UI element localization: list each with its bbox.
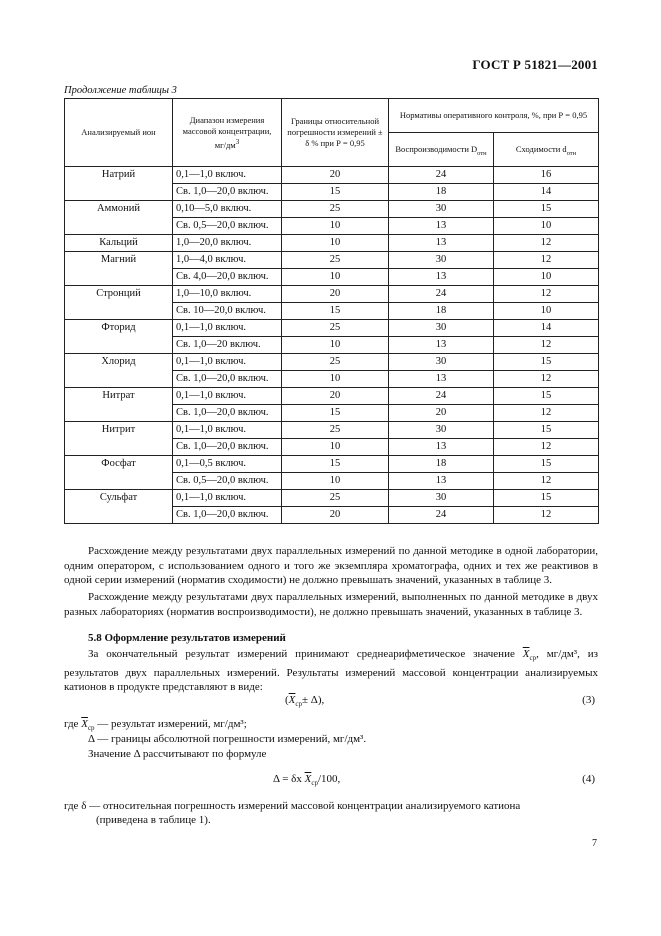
delta-cell: 25: [282, 422, 389, 439]
range-cell: 0,1—1,0 включ.: [173, 320, 282, 337]
conv-cell: 10: [494, 269, 599, 286]
delta-cell: 15: [282, 405, 389, 422]
range-cell: Св. 1,0—20,0 включ.: [173, 439, 282, 456]
table-row: [65, 354, 599, 371]
table-row: [65, 456, 599, 473]
table-caption: Продолжение таблицы 3: [64, 85, 177, 96]
header-range: Диапазон измерения массовой концентрации, $мг/дм^3$: [173, 99, 282, 167]
conv-cell: 15: [494, 490, 599, 507]
table-row: [65, 201, 599, 218]
table-row: [65, 320, 599, 337]
header-repro: Воспроизводимости $D_{отн}$: [389, 133, 494, 167]
conv-cell: 10: [494, 218, 599, 235]
conv-cell: 12: [494, 507, 599, 524]
table-row: [65, 490, 599, 507]
conv-cell: 10: [494, 303, 599, 320]
repro-cell: 24: [389, 388, 494, 405]
repro-cell: 24: [389, 286, 494, 303]
conv-cell: 12: [494, 235, 599, 252]
paragraph-delta-calc: Значение Δ рассчитывают по формуле: [88, 748, 267, 760]
document-title: ГОСТ Р 51821—2001: [472, 57, 598, 72]
delta-cell: 25: [282, 354, 389, 371]
paragraph-reproducibility: Расхождение между результатами двух параллельных измерений, выполненных по данной методике в двух разных лабораториях (норматив воспроизводимости), не должно превышать значений, указанных в таблице 3.: [64, 591, 598, 618]
conv-cell: 12: [494, 337, 599, 354]
ion-name-cell: Фосфат: [65, 456, 173, 490]
range-cell: Св. 1,0—20 включ.: [173, 337, 282, 354]
delta-cell: 15: [282, 303, 389, 320]
range-cell: Св. 1,0—20,0 включ.: [173, 405, 282, 422]
table-row: [65, 235, 599, 252]
conv-cell: 12: [494, 439, 599, 456]
repro-cell: 30: [389, 354, 494, 371]
delta-cell: 20: [282, 286, 389, 303]
repro-cell: 18: [389, 456, 494, 473]
ion-name-cell: Стронций: [65, 286, 173, 320]
range-cell: 0,1—1,0 включ.: [173, 354, 282, 371]
range-cell: 0,1—1,0 включ.: [173, 167, 282, 184]
repro-cell: 18: [389, 184, 494, 201]
paragraph-result: За окончательный результат измерений принимают среднеарифметическое значение $\overline{X}_{ср}$, мг/дм³, из результатов двух параллельных измерений. Результаты измерений массовой концентрации анализируемых катионов в продукте представляют в виде:: [64, 648, 598, 694]
table-row: [65, 252, 599, 269]
page-number: 7: [592, 838, 597, 849]
range-cell: Св. 1,0—20,0 включ.: [173, 371, 282, 388]
ion-name-cell: Нитрат: [65, 388, 173, 422]
conv-cell: 12: [494, 371, 599, 388]
range-cell: 1,0—20,0 включ.: [173, 235, 282, 252]
header-norms: Нормативы оперативного контроля, %, при Р = 0,95: [389, 99, 599, 133]
table-row: [65, 422, 599, 439]
conv-cell: 15: [494, 354, 599, 371]
repro-cell: 13: [389, 269, 494, 286]
conv-cell: 12: [494, 473, 599, 490]
delta-cell: 10: [282, 235, 389, 252]
range-cell: Св. 0,5—20,0 включ.: [173, 218, 282, 235]
ion-name-cell: Аммоний: [65, 201, 173, 235]
range-cell: Св. 0,5—20,0 включ.: [173, 473, 282, 490]
repro-cell: 24: [389, 507, 494, 524]
delta-cell: 25: [282, 320, 389, 337]
where-delta: Δ — границы абсолютной погрешности измерений, мг/дм³.: [88, 733, 367, 745]
formula-4: Δ = δx $\overline{X}_{ср}/100$,: [273, 773, 341, 788]
repro-cell: 24: [389, 167, 494, 184]
ion-name-cell: Хлорид: [65, 354, 173, 388]
conv-cell: 14: [494, 184, 599, 201]
header-conv: Сходимости $d_{отн}$: [494, 133, 599, 167]
repro-cell: 20: [389, 405, 494, 422]
conv-cell: 15: [494, 422, 599, 439]
conv-cell: 12: [494, 286, 599, 303]
where-delta-relative: где δ — относительная погрешность измерений массовой концентрации анализируемого катиона: [64, 800, 521, 812]
equation-number-3: (3): [582, 694, 595, 706]
table-row: [65, 286, 599, 303]
delta-cell: 10: [282, 218, 389, 235]
table-row: [65, 388, 599, 405]
delta-cell: 25: [282, 252, 389, 269]
range-cell: 1,0—4,0 включ.: [173, 252, 282, 269]
repro-cell: 30: [389, 252, 494, 269]
range-cell: 1,0—10,0 включ.: [173, 286, 282, 303]
header-bounds: Границы относительной погрешности измерений ± δ % при Р = 0,95: [282, 99, 389, 167]
ion-name-cell: Натрий: [65, 167, 173, 201]
delta-cell: 15: [282, 184, 389, 201]
delta-cell: 25: [282, 490, 389, 507]
range-cell: 0,1—1,0 включ.: [173, 422, 282, 439]
range-cell: 0,10—5,0 включ.: [173, 201, 282, 218]
repro-cell: 13: [389, 337, 494, 354]
header-ion: Анализируемый ион: [65, 99, 173, 167]
delta-cell: 20: [282, 167, 389, 184]
section-heading: 5.8 Оформление результатов измерений: [88, 632, 286, 644]
conv-cell: 15: [494, 456, 599, 473]
norms-table: [64, 98, 599, 524]
equation-number-4: (4): [582, 773, 595, 785]
range-cell: 0,1—1,0 включ.: [173, 388, 282, 405]
repro-cell: 13: [389, 371, 494, 388]
where-delta-relative-cont: (приведена в таблице 1).: [96, 814, 211, 826]
table-row: [65, 167, 599, 184]
repro-cell: 13: [389, 439, 494, 456]
delta-cell: 20: [282, 388, 389, 405]
delta-cell: 10: [282, 371, 389, 388]
delta-cell: 25: [282, 201, 389, 218]
range-cell: 0,1—0,5 включ.: [173, 456, 282, 473]
range-cell: Св. 4,0—20,0 включ.: [173, 269, 282, 286]
conv-cell: 12: [494, 405, 599, 422]
ion-name-cell: Фторид: [65, 320, 173, 354]
repro-cell: 30: [389, 201, 494, 218]
ion-name-cell: Сульфат: [65, 490, 173, 524]
conv-cell: 16: [494, 167, 599, 184]
repro-cell: 30: [389, 320, 494, 337]
repro-cell: 13: [389, 218, 494, 235]
range-cell: 0,1—1,0 включ.: [173, 490, 282, 507]
delta-cell: 10: [282, 473, 389, 490]
range-cell: Св. 10—20,0 включ.: [173, 303, 282, 320]
delta-cell: 15: [282, 456, 389, 473]
where-xbar: где $\overline{X}_{ср}$ — результат измерений, мг/дм³;: [64, 718, 247, 733]
conv-cell: 15: [494, 201, 599, 218]
paragraph-repeatability: Расхождение между результатами двух параллельных измерений по данной методике в одной лаборатории, одним оператором, с использованием одного и того же экземпляра хроматографа, одних и тех же реактивов в одной серии измерений (норматив сходимости) не должно превышать значений, указанных в таблице 3.: [64, 545, 598, 586]
conv-cell: 12: [494, 252, 599, 269]
ion-name-cell: Магний: [65, 252, 173, 286]
range-cell: Св. 1,0—20,0 включ.: [173, 184, 282, 201]
repro-cell: 13: [389, 473, 494, 490]
delta-cell: 10: [282, 337, 389, 354]
repro-cell: 30: [389, 422, 494, 439]
range-cell: Св. 1,0—20,0 включ.: [173, 507, 282, 524]
conv-cell: 14: [494, 320, 599, 337]
delta-cell: 10: [282, 439, 389, 456]
ion-name-cell: Нитрит: [65, 422, 173, 456]
repro-cell: 30: [389, 490, 494, 507]
delta-cell: 20: [282, 507, 389, 524]
conv-cell: 15: [494, 388, 599, 405]
repro-cell: 18: [389, 303, 494, 320]
ion-name-cell: Кальций: [65, 235, 173, 252]
delta-cell: 10: [282, 269, 389, 286]
repro-cell: 13: [389, 235, 494, 252]
formula-3: $(\overline{X}_{ср}\pm \Delta)$,: [285, 694, 325, 709]
